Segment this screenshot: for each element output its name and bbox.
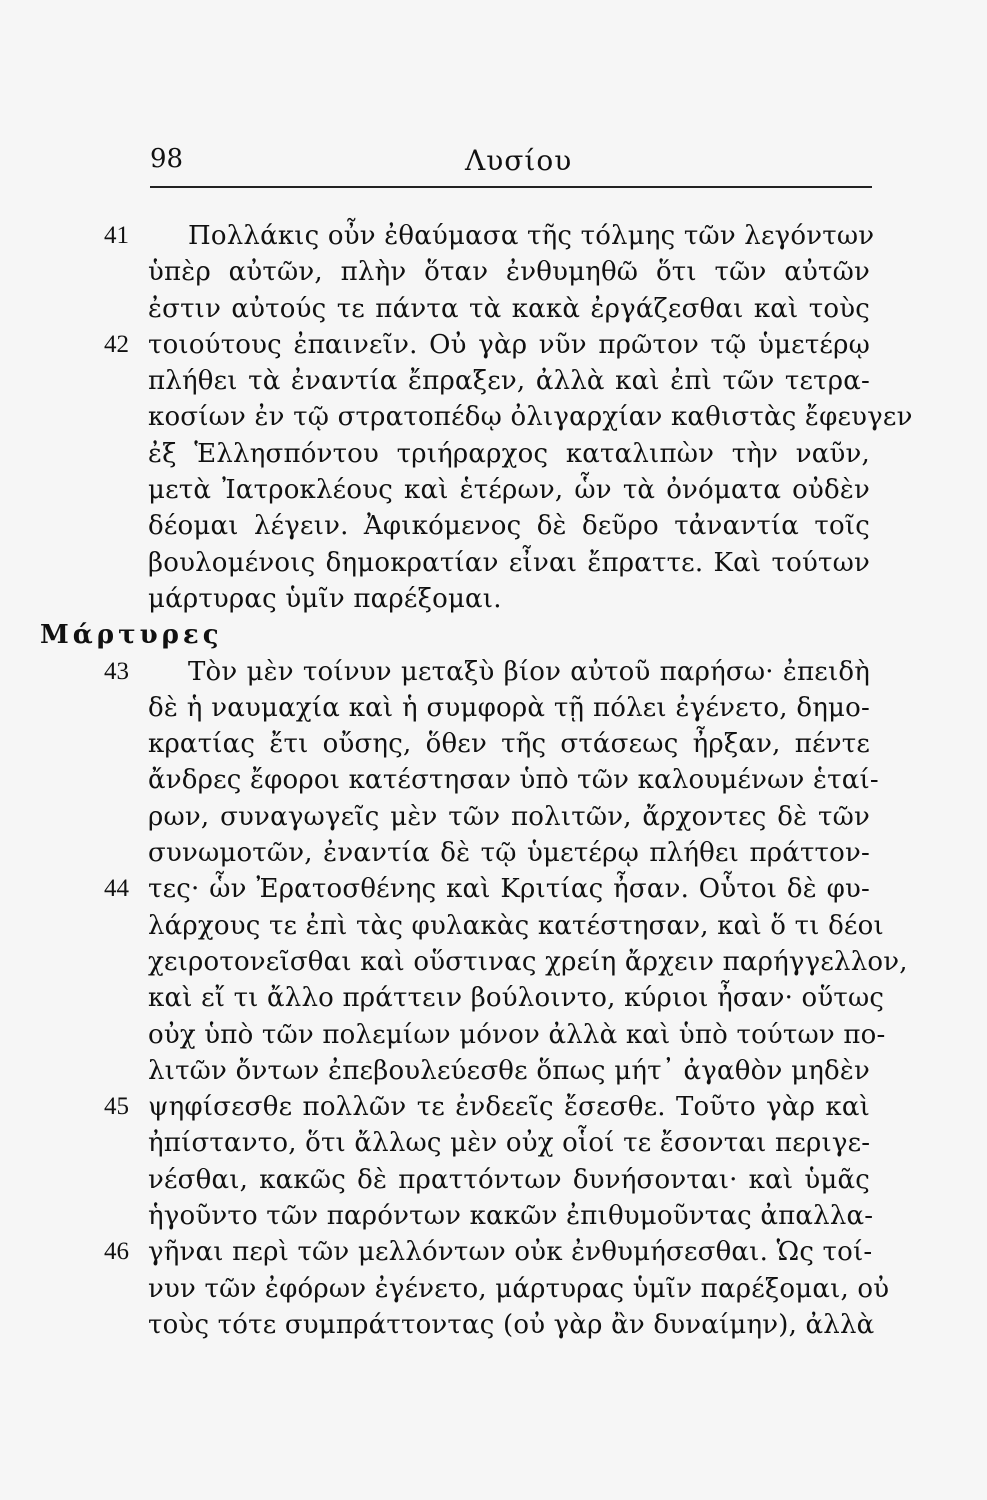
text-line: [0, 762, 987, 798]
text-line: [0, 1162, 987, 1198]
line-text: νυν τῶν ἐφόρων ἐγένετο, μάρτυρας ὑμῖν παρέξομαι, οὐ: [148, 1273, 890, 1304]
text-line: [0, 1017, 987, 1053]
text-body: [0, 218, 987, 1343]
line-text: ἡγοῦντο τῶν παρόντων κακῶν ἐπιθυμοῦντας ἀπαλλα-: [148, 1201, 874, 1232]
line-text: Πολλάκις οὖν ἐθαύμασα τῆς τόλμης τῶν λεγόντων: [188, 221, 875, 251]
line-text: ψηφίσεσθε πολλῶν τε ἐνδεεῖς ἔσεσθε. Τοῦτο γὰρ καὶ: [148, 1092, 870, 1123]
text-line: [0, 1125, 987, 1161]
section-number: 44: [104, 875, 129, 903]
text-line: [0, 799, 987, 835]
section-number: 41: [104, 222, 129, 249]
header-rule: [150, 186, 872, 192]
text-line: [0, 1089, 987, 1125]
text-line: [0, 1307, 987, 1343]
text-line: [0, 726, 987, 762]
text-line: [0, 218, 987, 254]
line-text: μετὰ Ἰατροκλέους καὶ ἑτέρων, ὧν τὰ ὀνόματα οὐδὲν: [148, 475, 870, 506]
text-line: [0, 980, 987, 1016]
heading-text: Μάρτυρες: [40, 620, 223, 651]
section-number: 46: [104, 1238, 129, 1266]
text-line: [0, 908, 987, 944]
section-number: 42: [104, 330, 129, 358]
line-text: ἠπίσταντο, ὅτι ἄλλως μὲν οὐχ οἷοί τε ἔσονται περιγε-: [148, 1128, 871, 1159]
line-text: συνωμοτῶν, ἐναντία δὲ τῷ ὑμετέρῳ πλήθει πράττον-: [148, 838, 870, 869]
text-line: [0, 1271, 987, 1307]
line-text: πλήθει τὰ ἐναντία ἔπραξεν, ἀλλὰ καὶ ἐπὶ τῶν τετρα-: [148, 366, 870, 397]
line-text: γῆναι περὶ τῶν μελλόντων οὐκ ἐνθυμήσεσθαι. Ὡς τοί-: [148, 1237, 873, 1268]
text-line: [0, 835, 987, 871]
line-text: λιτῶν ὄντων ἐπεβουλεύεσθε ὅπως μήτ᾽ ἀγαθὸν μηδὲν: [148, 1055, 870, 1086]
line-text: τοὺς τότε συμπράττοντας (οὐ γὰρ ἂν δυναίμην), ἀλλὰ: [148, 1309, 875, 1340]
text-line: [0, 871, 987, 907]
text-line: [0, 508, 987, 544]
line-text: Τὸν μὲν τοίνυν μεταξὺ βίον αὐτοῦ παρήσω· ἐπειδὴ: [188, 656, 870, 687]
text-line: [0, 1234, 987, 1270]
text-line: [0, 399, 987, 435]
section-heading: [0, 617, 987, 653]
section-number: 43: [104, 657, 129, 685]
text-line: [0, 944, 987, 980]
text-line: [0, 291, 987, 327]
line-text: ἐστιν αὐτούς τε πάντα τὰ κακὰ ἐργάζεσθαι καὶ τοὺς: [148, 293, 870, 324]
line-text: ἐξ Ἑλλησπόντου τριήραρχος καταλιπὼν τὴν ναῦν,: [148, 438, 870, 469]
line-text: βουλομένοις δημοκρατίαν εἶναι ἔπραττε. Καὶ τούτων: [148, 547, 870, 578]
line-text: οὐχ ὑπὸ τῶν πολεμίων μόνον ἀλλὰ καὶ ὑπὸ τούτων πο-: [148, 1019, 886, 1050]
line-text: τοιούτους ἐπαινεῖν. Οὐ γὰρ νῦν πρῶτον τῷ ὑμετέρῳ: [148, 329, 870, 360]
line-text: μάρτυρας ὑμῖν παρέξομαι.: [148, 583, 502, 614]
line-text: ὑπὲρ αὐτῶν, πλὴν ὅταν ἐνθυμηθῶ ὅτι τῶν αὐτῶν: [148, 257, 870, 288]
text-line: [0, 1198, 987, 1234]
page-number: 98: [150, 144, 184, 174]
text-line: [0, 654, 987, 690]
running-title: Λυσίου: [465, 144, 573, 177]
page-header: [150, 144, 870, 184]
line-text: νέσθαι, κακῶς δὲ πραττόντων δυνήσονται· καὶ ὑμᾶς: [148, 1164, 870, 1195]
line-text: δέομαι λέγειν. Ἀφικόμενος δὲ δεῦρο τἀναντία τοῖς: [148, 511, 870, 542]
line-text: ἄνδρες ἔφοροι κατέστησαν ὑπὸ τῶν καλουμένων ἑταί-: [148, 765, 879, 796]
text-line: [0, 545, 987, 581]
line-text: ρων, συναγωγεῖς μὲν τῶν πολιτῶν, ἄρχοντες δὲ τῶν: [148, 801, 870, 832]
text-line: [0, 363, 987, 399]
text-line: [0, 1053, 987, 1089]
text-line: [0, 581, 987, 617]
line-text: καὶ εἴ τι ἄλλο πράττειν βούλοιντο, κύριοι ἦσαν· οὕτως: [148, 983, 885, 1014]
text-line: [0, 254, 987, 290]
text-line: [0, 472, 987, 508]
text-line: [0, 436, 987, 472]
line-text: δὲ ἡ ναυμαχία καὶ ἡ συμφορὰ τῇ πόλει ἐγένετο, δημο-: [148, 692, 870, 723]
line-text: τες· ὧν Ἐρατοσθένης καὶ Κριτίας ἦσαν. Οὗτοι δὲ φυ-: [148, 874, 870, 905]
line-text: χειροτονεῖσθαι καὶ οὕστινας χρείη ἄρχειν παρήγγελλον,: [148, 946, 908, 977]
line-text: κοσίων ἐν τῷ στρατοπέδῳ ὀλιγαρχίαν καθιστὰς ἔφευγεν: [148, 402, 913, 433]
line-text: κρατίας ἔτι οὔσης, ὅθεν τῆς στάσεως ἦρξαν, πέντε: [148, 729, 870, 760]
text-line: [0, 327, 987, 363]
section-number: 45: [104, 1093, 129, 1121]
text-line: [0, 690, 987, 726]
line-text: λάρχους τε ἐπὶ τὰς φυλακὰς κατέστησαν, καὶ ὅ τι δέοι: [148, 910, 884, 941]
